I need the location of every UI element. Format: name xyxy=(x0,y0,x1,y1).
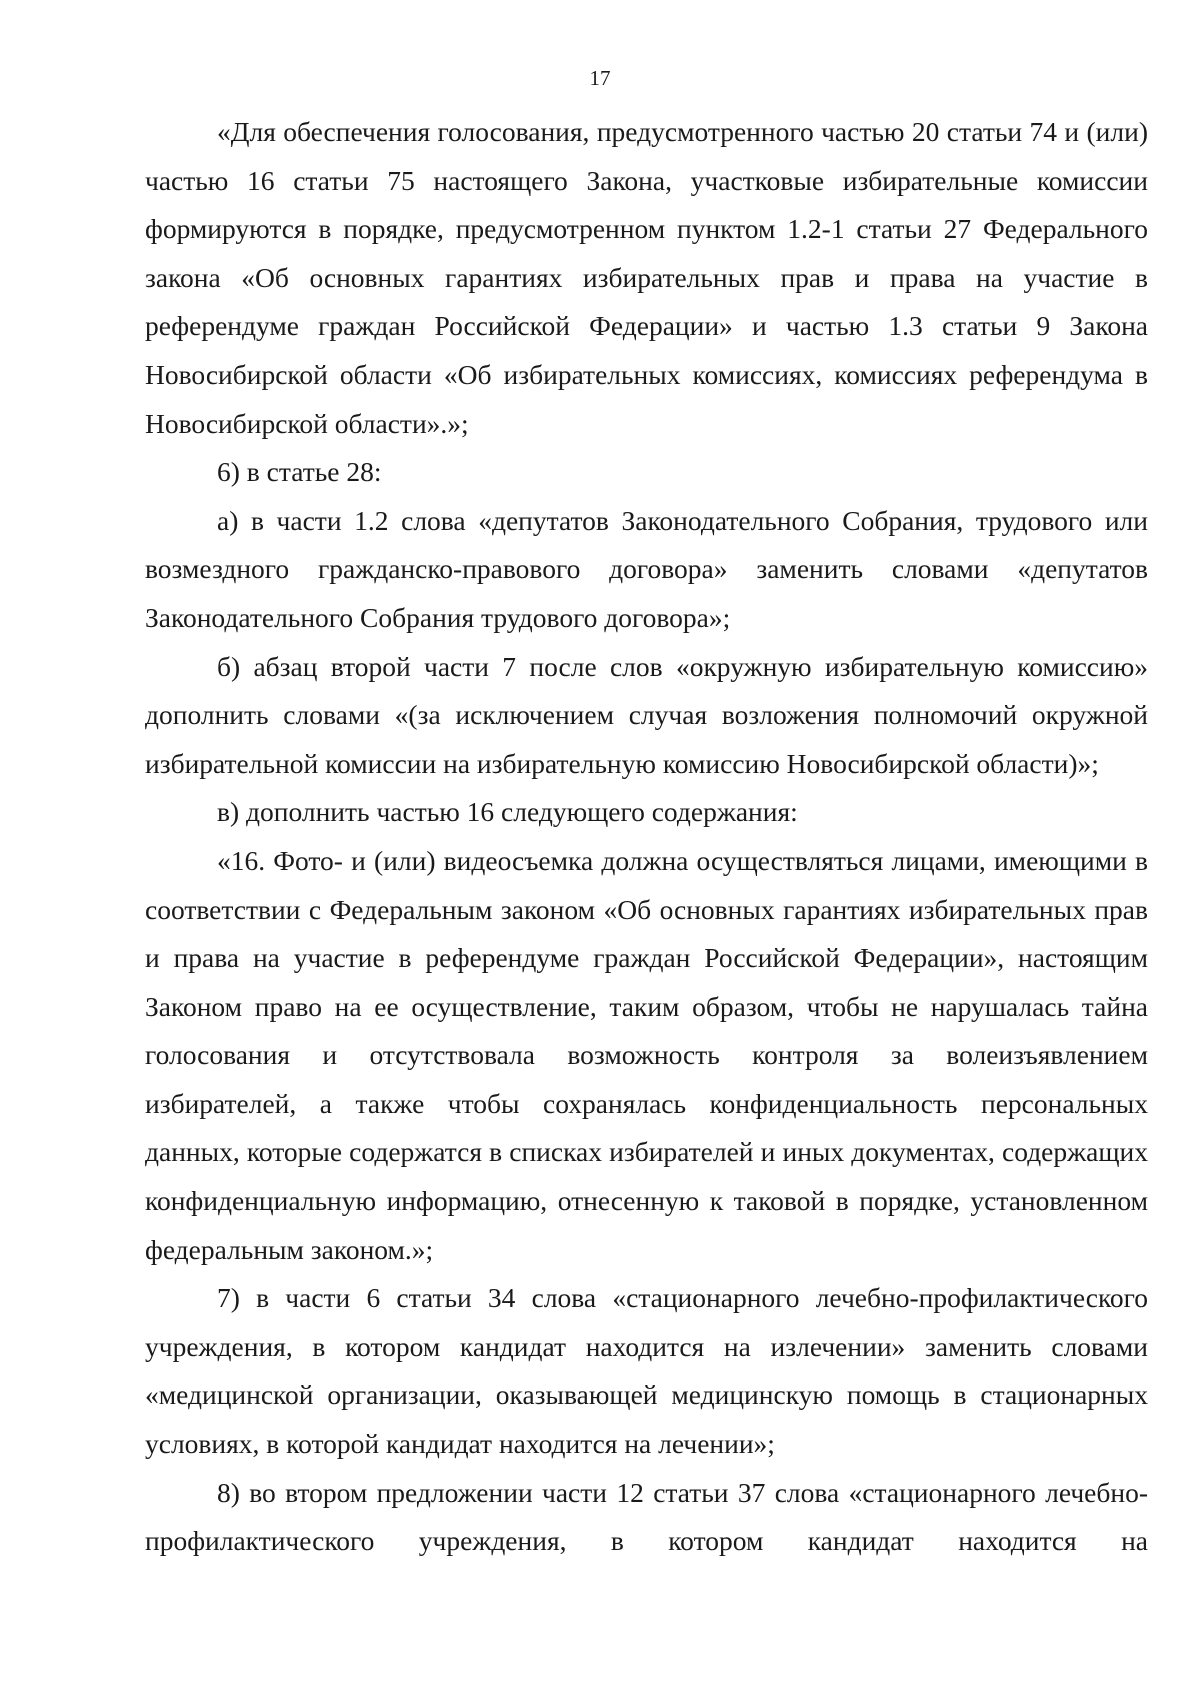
paragraph-item-6a: а) в части 1.2 слова «депутатов Законодательного Собрания, трудового или возмездного гражданско-правового договора» заменить словами «депутатов Законодательного Собрания трудового договора»; xyxy=(145,504,1148,633)
document-body xyxy=(145,108,1148,1566)
page-number: 17 xyxy=(589,66,611,90)
paragraph-item-8: 8) во втором предложении части 12 статьи 37 слова «стационарного лечебно-профилактического учреждения, в котором кандидат находится на xyxy=(145,1476,1148,1557)
paragraph-item-6b: б) абзац второй части 7 после слов «окружную избирательную комиссию» дополнить словами «(за исключением случая возложения полномочий окружной избирательной комиссии на избирательную комиссию Новосибирской области)»; xyxy=(145,650,1148,779)
paragraph-item-6v: в) дополнить частью 16 следующего содержания: xyxy=(217,796,798,828)
paragraph-item-7: 7) в части 6 статьи 34 слова «стационарного лечебно-профилактического учреждения, в котором кандидат находится на излечении» заменить словами «медицинской организации, оказывающей медицинскую помощь в стационарных условиях, в которой кандидат находится на лечении»; xyxy=(145,1282,1148,1460)
paragraph-part-16-quote: «16. Фото- и (или) видеосъемка должна осуществляться лицами, имеющими в соответствии с Федеральным законом «Об основных гарантиях избирательных прав и права на участие в референдуме граждан Российской Федерации», настоящим Законом право на ее осуществление, таким образом, чтобы не нарушалась тайна голосования и отсутствовала возможность контроля за волеизъявлением избирателей, а также чтобы сохранялась конфиденциальность персональных данных, которые содержатся в списках избирателей и иных документах, содержащих конфиденциальную информацию, отнесенную к таковой в порядке, установленном федеральным законом.»; xyxy=(145,844,1148,1265)
paragraph-item-6: 6) в статье 28: xyxy=(217,456,382,488)
paragraph-polling-commissions-quote: «Для обеспечения голосования, предусмотренного частью 20 статьи 74 и (или) частью 16 статьи 75 настоящего Закона, участковые избирательные комиссии формируются в порядке, предусмотренном пунктом 1.2-1 статьи 27 Федерального закона «Об основных гарантиях избирательных прав и права на участие в референдуме граждан Российской Федерации» и частью 1.3 статьи 9 Закона Новосибирской области «Об избирательных комиссиях, комиссиях референдума в Новосибирской области».»; xyxy=(145,116,1148,439)
